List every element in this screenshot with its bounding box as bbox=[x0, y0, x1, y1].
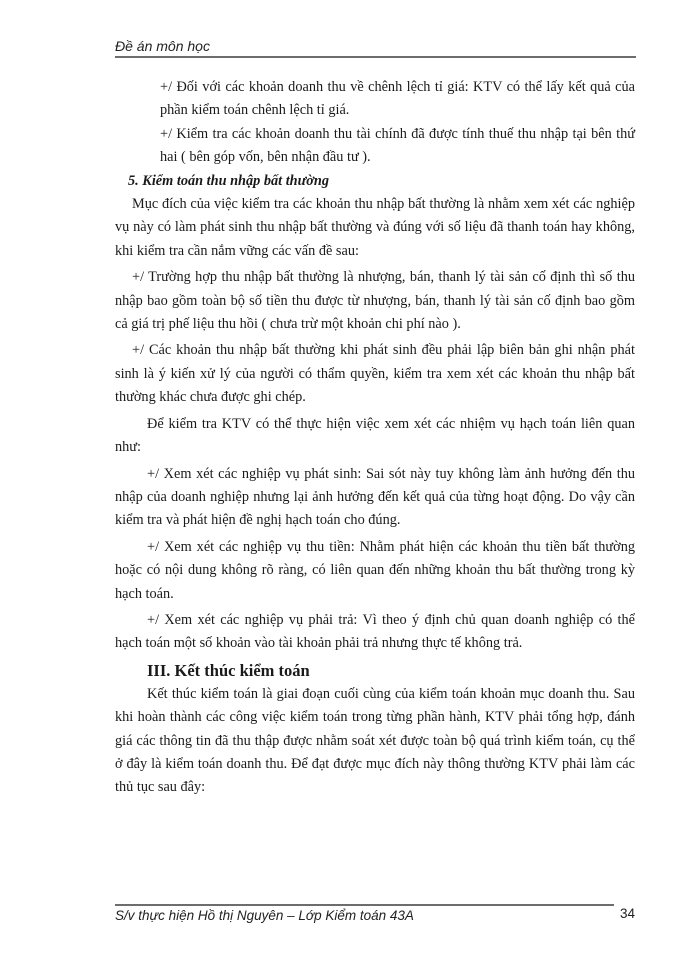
section-heading-irregular-income: 5. Kiểm toán thu nhập bất thường bbox=[128, 172, 329, 189]
paragraph-audit-completion: Kết thúc kiểm toán là giai đoạn cuối cùng của kiểm toán khoản mục doanh thu. Sau khi hoàn thành các công việc kiểm toán trong từng phần hành, KTV phải tổng hợp, đánh giá các thông tin đã thu thập được nhằm soát xét được toàn bộ quá trình kiểm toán, cụ thể ở đây là kiểm toán doanh thu. Để đạt được mục đích này thông thường KTV phải làm các thủ tục sau đây: bbox=[115, 685, 635, 796]
paragraph-financial-revenue-tax: +/ Kiểm tra các khoản doanh thu tài chính đã được tính thuế thu nhập tại bên thứ hai ( bên góp vốn, bên nhận đầu tư ). bbox=[160, 125, 635, 166]
paragraph-auditor-review: Để kiểm tra KTV có thể thực hiện việc xem xét các nhiệm vụ hạch toán liên quan như: bbox=[115, 415, 635, 456]
paragraph-review-transactions: +/ Xem xét các nghiệp vụ phát sinh: Sai sót này tuy không làm ảnh hưởng đến thu nhập của doanh nghiệp nhưng lại ảnh hưởng đến kết quả của từng hoạt động. Do vậy cần kiểm tra và phát hiện đề nghị hạch toán cho đúng. bbox=[115, 465, 635, 529]
paragraph-review-payables: +/ Xem xét các nghiệp vụ phải trả: Vì theo ý định chủ quan doanh nghiệp có thể hạch toán một số khoản vào tài khoản phải trả nhưng thực tế không trả. bbox=[115, 611, 635, 652]
page-header: Đề án môn học bbox=[115, 38, 636, 58]
paragraph-purpose: Mục đích của việc kiểm tra các khoản thu nhập bất thường là nhằm xem xét các nghiệp vụ này có làm phát sinh thu nhập bất thường và đúng với số liệu đã thanh toán hay không, khi kiểm tra cần nắm vững các vấn đề sau: bbox=[115, 196, 635, 259]
section-heading-audit-completion: III. Kết thúc kiểm toán bbox=[147, 660, 310, 680]
paragraph-asset-disposal: +/ Trường hợp thu nhập bất thường là nhượng, bán, thanh lý tài sản cố định thì số thu nhập bao gồm toàn bộ số tiền thu được từ nhượng, bán, thanh lý tài sản cố định bao gồm cả giá trị phế liệu thu hồi ( chưa trừ một khoản chi phí nào ). bbox=[115, 269, 635, 333]
document-body bbox=[115, 76, 635, 800]
page-footer: S/v thực hiện Hồ thị Nguyên – Lớp Kiểm toán 43A bbox=[115, 904, 614, 925]
paragraph-review-receipts: +/ Xem xét các nghiệp vụ thu tiền: Nhằm phát hiện các khoản thu tiền bất thường hoặc có nội dung không rõ ràng, có liên quan đến những khoản thu bất thường trong kỳ hạch toán. bbox=[115, 538, 635, 602]
paragraph-record-minutes: +/ Các khoản thu nhập bất thường khi phát sinh đều phải lập biên bản ghi nhận phát sinh là ý kiến xử lý của người có thẩm quyền, kiểm tra xem xét các khoản thu nhập bất thường khác chưa được ghi chép. bbox=[115, 342, 635, 406]
page-number: 34 bbox=[620, 906, 636, 921]
paragraph-exchange-rate-revenue: +/ Đối với các khoản doanh thu về chênh lệch tỉ giá: KTV có thể lấy kết quả của phần kiểm toán chênh lệch tỉ giá. bbox=[160, 79, 635, 119]
